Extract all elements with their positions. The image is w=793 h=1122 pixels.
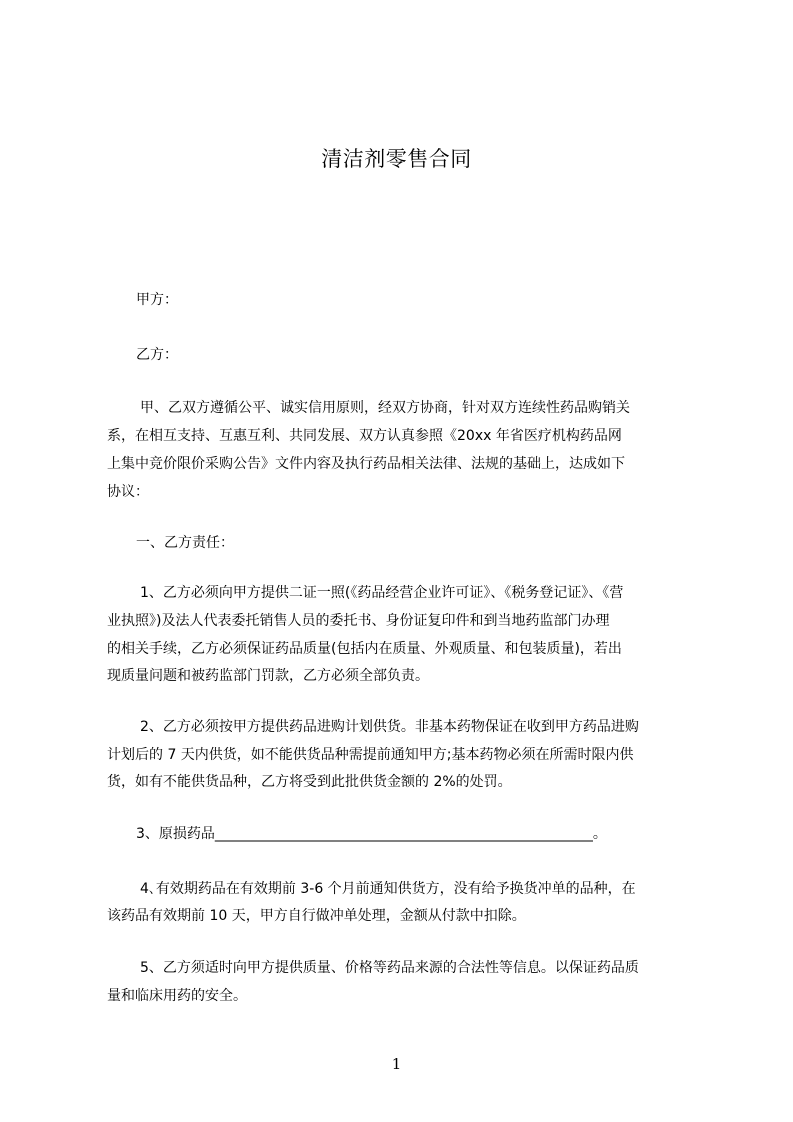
text-line: 的相关手续，乙方必须保证药品质量(包括内在质量、外观质量、和包装质量)，若出 — [107, 641, 622, 657]
text-line: 货，如有不能供货品种，乙方将受到此批供货金额的 2%的处罚。 — [107, 774, 512, 790]
document-title: 清洁剂零售合同 — [321, 147, 472, 171]
text-line: 系，在相互支持、互惠互利、共同发展、双方认真参照《20xx 年省医疗机构药品网 — [107, 428, 622, 444]
text-line: 2、乙方必须按甲方提供药品进购计划供货。非基本药物保证在收到甲方药品进购 — [140, 719, 639, 735]
text-line: 5、乙方须适时向甲方提供质量、价格等药品来源的合法性等信息。以保证药品质 — [140, 960, 639, 976]
party-a-label: 甲方： — [136, 292, 178, 308]
text-line: 现质量问题和被药监部门罚款，乙方必须全部负责。 — [107, 668, 429, 684]
text-line: 甲、乙双方遵循公平、诚实信用原则，经双方协商，针对双方连续性药品购销关 — [140, 400, 630, 416]
text-line: 1、乙方必须向甲方提供二证一照(《药品经营企业许可证》、《税务登记证》、《营 — [140, 585, 624, 601]
text-line: 量和临床用药的安全。 — [107, 988, 247, 1004]
text-line: 上集中竞价限价采购公告》文件内容及执行药品相关法律、法规的基础上，达成如下 — [107, 456, 625, 472]
text-line: 协议： — [107, 484, 149, 500]
text-line: 业执照》)及法人代表委托销售人员的委托书、身份证复印件和到当地药监部门办理 — [107, 613, 610, 629]
text-line: 4､有效期药品在有效期前 3-6 个月前通知供货方，没有给予换货冲单的品种，在 — [140, 881, 636, 897]
section-heading: 一、乙方责任： — [136, 535, 234, 551]
clause-3: 3、原损药品______________________________________________________。 — [136, 826, 607, 842]
party-b-label: 乙方： — [136, 347, 178, 363]
page-number: 1 — [391, 1055, 402, 1073]
text-line: 该药品有效期前 10 天，甲方自行做冲单处理，金额从付款中扣除。 — [107, 908, 526, 924]
text-line: 计划后的 7 天内供货，如不能供货品种需提前通知甲方;基本药物必须在所需时限内供 — [107, 747, 634, 763]
